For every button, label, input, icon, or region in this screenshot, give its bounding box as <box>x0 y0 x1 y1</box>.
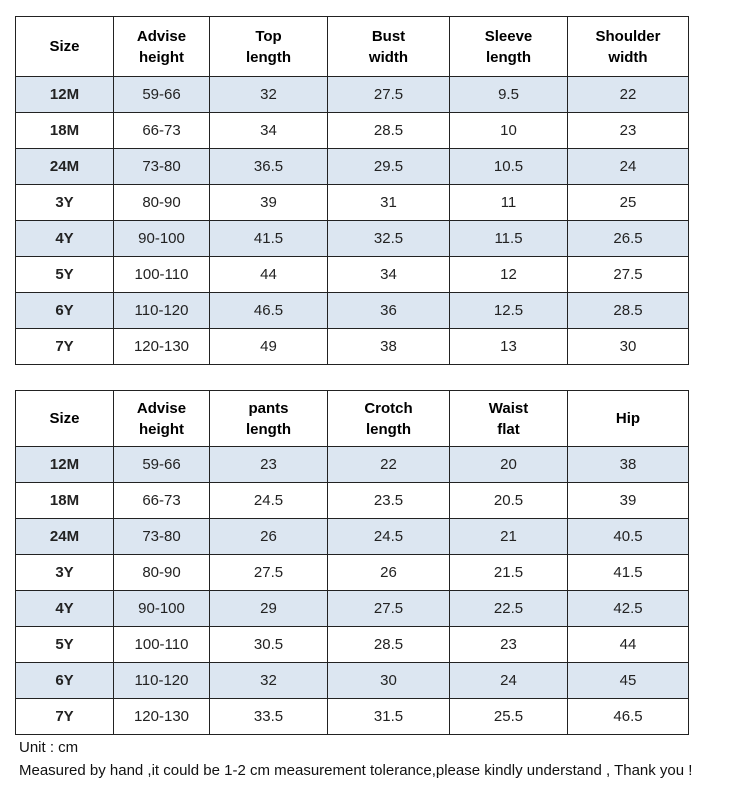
measurement-cell: 26 <box>210 519 328 555</box>
column-header-line: Size <box>49 410 80 427</box>
measurement-cell: 59-66 <box>114 447 210 483</box>
measurement-cell: 23 <box>210 447 328 483</box>
measurement-cell: 10.5 <box>450 149 568 185</box>
measurement-cell: 66-73 <box>114 483 210 519</box>
table-row <box>16 519 689 555</box>
measurement-cell: 27.5 <box>568 257 689 293</box>
measurement-cell: 29.5 <box>328 149 450 185</box>
measurement-cell: 22 <box>568 77 689 113</box>
measurement-cell: 10 <box>450 113 568 149</box>
measurement-cell: 80-90 <box>114 185 210 221</box>
measurement-cell: 23.5 <box>328 483 450 519</box>
column-header-line: width <box>368 48 409 66</box>
unit-note: Unit : cm <box>19 739 79 756</box>
measurement-cell: 66-73 <box>114 113 210 149</box>
column-header-line: Size <box>49 38 80 55</box>
table-row <box>16 627 689 663</box>
table-row <box>16 699 689 735</box>
measurement-cell: 42.5 <box>568 591 689 627</box>
measurement-cell: 38 <box>328 329 450 365</box>
measurement-cell: 90-100 <box>114 591 210 627</box>
column-header <box>114 17 210 77</box>
measurement-cell: 90-100 <box>114 221 210 257</box>
measurement-cell: 36 <box>328 293 450 329</box>
measurement-cell: 11.5 <box>450 221 568 257</box>
measurement-cell: 23 <box>450 627 568 663</box>
measurement-cell: 41.5 <box>568 555 689 591</box>
measurement-cell: 110-120 <box>114 663 210 699</box>
measurement-cell: 27.5 <box>328 591 450 627</box>
table-row <box>16 293 689 329</box>
size-cell: 3Y <box>16 555 114 591</box>
measurement-cell: 49 <box>210 329 328 365</box>
column-header-line: Top <box>255 27 282 45</box>
measurement-cell: 44 <box>568 627 689 663</box>
size-cell: 4Y <box>16 591 114 627</box>
column-header <box>16 17 114 77</box>
table-row <box>16 149 689 185</box>
measurement-cell: 27.5 <box>328 77 450 113</box>
table-row <box>16 113 689 149</box>
table-row <box>16 483 689 519</box>
measurement-cell: 41.5 <box>210 221 328 257</box>
measurement-cell: 39 <box>568 483 689 519</box>
measurement-cell: 110-120 <box>114 293 210 329</box>
size-cell: 24M <box>16 519 114 555</box>
column-header <box>328 391 450 447</box>
column-header-line: Shoulder <box>595 27 661 45</box>
table-header-row <box>16 391 689 447</box>
measurement-cell: 12 <box>450 257 568 293</box>
size-cell: 6Y <box>16 663 114 699</box>
measurement-cell: 25.5 <box>450 699 568 735</box>
measurement-cell: 39 <box>210 185 328 221</box>
column-header <box>568 391 689 447</box>
measurement-cell: 73-80 <box>114 149 210 185</box>
measurement-cell: 29 <box>210 591 328 627</box>
table-row <box>16 257 689 293</box>
table-row <box>16 591 689 627</box>
measurement-cell: 9.5 <box>450 77 568 113</box>
measurement-cell: 22.5 <box>450 591 568 627</box>
column-header-line: pants <box>248 399 289 417</box>
column-header-line: Bust <box>371 27 406 45</box>
size-cell: 12M <box>16 447 114 483</box>
measurement-cell: 26.5 <box>568 221 689 257</box>
table-row <box>16 329 689 365</box>
size-cell: 7Y <box>16 699 114 735</box>
measurement-cell: 26 <box>328 555 450 591</box>
measurement-cell: 38 <box>568 447 689 483</box>
size-cell: 5Y <box>16 627 114 663</box>
table-row <box>16 555 689 591</box>
measurement-cell: 100-110 <box>114 257 210 293</box>
measurement-cell: 59-66 <box>114 77 210 113</box>
measurement-cell: 46.5 <box>568 699 689 735</box>
measurement-cell: 21 <box>450 519 568 555</box>
size-cell: 24M <box>16 149 114 185</box>
column-header-line: Crotch <box>364 399 413 417</box>
measurement-cell: 12.5 <box>450 293 568 329</box>
column-header <box>16 391 114 447</box>
measurement-cell: 13 <box>450 329 568 365</box>
size-cell: 12M <box>16 77 114 113</box>
measurement-cell: 30 <box>568 329 689 365</box>
size-cell: 3Y <box>16 185 114 221</box>
measurement-cell: 20 <box>450 447 568 483</box>
measurement-cell: 30.5 <box>210 627 328 663</box>
measurement-cell: 23 <box>568 113 689 149</box>
measurement-cell: 32 <box>210 77 328 113</box>
column-header-line: Advise <box>136 27 187 45</box>
measurement-cell: 32 <box>210 663 328 699</box>
column-header-line: length <box>486 48 531 66</box>
measurement-cell: 24 <box>568 149 689 185</box>
measurement-cell: 31.5 <box>328 699 450 735</box>
column-header-line: height <box>139 48 184 66</box>
size-cell: 6Y <box>16 293 114 329</box>
bottom-size-table <box>15 390 689 735</box>
measurement-cell: 11 <box>450 185 568 221</box>
column-header <box>450 391 568 447</box>
column-header <box>114 391 210 447</box>
column-header <box>450 17 568 77</box>
table-row <box>16 185 689 221</box>
column-header <box>210 17 328 77</box>
measurement-cell: 27.5 <box>210 555 328 591</box>
measurement-cell: 22 <box>328 447 450 483</box>
column-header-line: Advise <box>136 399 187 417</box>
measurement-cell: 36.5 <box>210 149 328 185</box>
measurement-cell: 34 <box>210 113 328 149</box>
measurement-cell: 120-130 <box>114 329 210 365</box>
size-cell: 5Y <box>16 257 114 293</box>
column-header <box>568 17 689 77</box>
size-cell: 18M <box>16 483 114 519</box>
measurement-cell: 100-110 <box>114 627 210 663</box>
size-cell: 7Y <box>16 329 114 365</box>
column-header-line: Waist <box>488 399 529 417</box>
measurement-cell: 28.5 <box>328 113 450 149</box>
column-header <box>328 17 450 77</box>
measurement-cell: 24 <box>450 663 568 699</box>
measurement-cell: 40.5 <box>568 519 689 555</box>
column-header-line: height <box>139 420 184 438</box>
measurement-cell: 30 <box>328 663 450 699</box>
table-row <box>16 221 689 257</box>
measurement-cell: 34 <box>328 257 450 293</box>
column-header-line: length <box>246 420 291 438</box>
measurement-cell: 24.5 <box>328 519 450 555</box>
measurement-cell: 24.5 <box>210 483 328 519</box>
column-header-line: Hip <box>615 410 641 427</box>
measurement-cell: 46.5 <box>210 293 328 329</box>
measurement-cell: 73-80 <box>114 519 210 555</box>
measurement-cell: 120-130 <box>114 699 210 735</box>
measurement-cell: 28.5 <box>328 627 450 663</box>
column-header-line: width <box>608 48 648 66</box>
column-header-line: flat <box>497 420 520 438</box>
measurement-cell: 28.5 <box>568 293 689 329</box>
tolerance-note: Measured by hand ,it could be 1-2 cm measurement tolerance,please kindly understand , Thank you ! <box>19 762 693 779</box>
measurement-cell: 32.5 <box>328 221 450 257</box>
column-header-line: Sleeve <box>484 27 533 45</box>
measurement-cell: 33.5 <box>210 699 328 735</box>
table-row <box>16 77 689 113</box>
column-header-line: length <box>246 48 291 66</box>
measurement-cell: 20.5 <box>450 483 568 519</box>
measurement-cell: 44 <box>210 257 328 293</box>
table-row <box>16 663 689 699</box>
column-header-line: length <box>366 420 411 438</box>
column-header <box>210 391 328 447</box>
measurement-cell: 31 <box>328 185 450 221</box>
measurement-cell: 21.5 <box>450 555 568 591</box>
table-header-row <box>16 17 689 77</box>
measurement-cell: 80-90 <box>114 555 210 591</box>
measurement-cell: 25 <box>568 185 689 221</box>
size-cell: 4Y <box>16 221 114 257</box>
measurement-cell: 45 <box>568 663 689 699</box>
top-size-table <box>15 16 689 365</box>
size-cell: 18M <box>16 113 114 149</box>
table-row <box>16 447 689 483</box>
